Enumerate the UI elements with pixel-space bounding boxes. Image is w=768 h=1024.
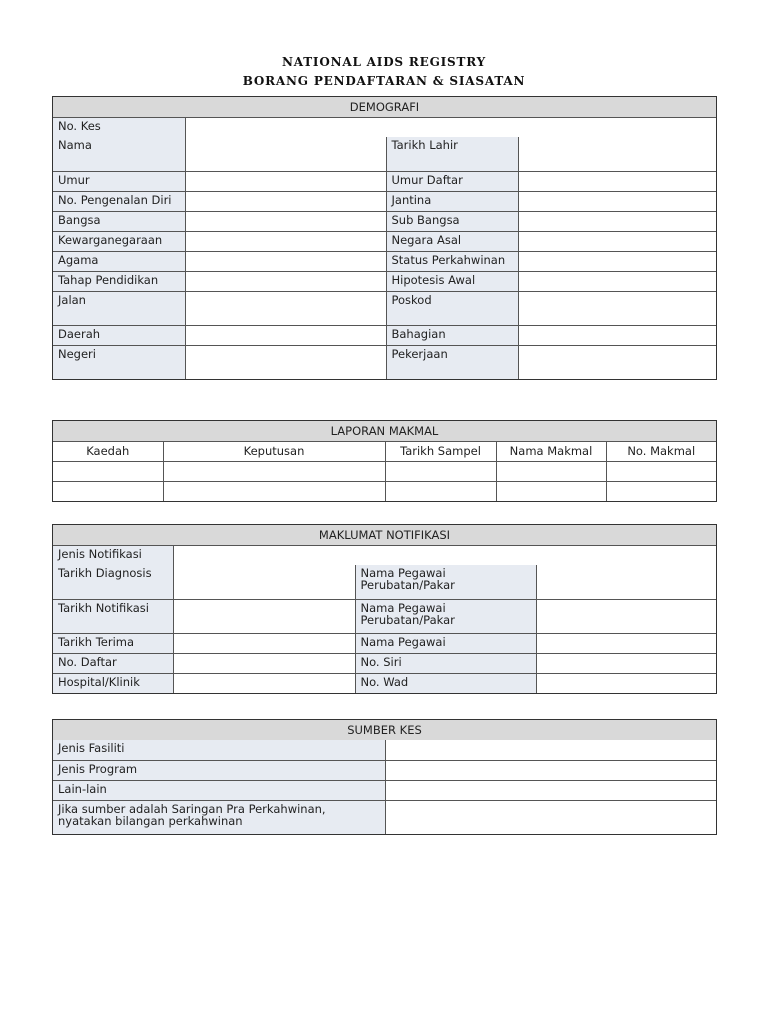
label-bangsa: Bangsa xyxy=(53,211,185,231)
field-agama[interactable] xyxy=(185,251,386,271)
field-nama-pegawai-perubatan-pakar[interactable] xyxy=(536,599,716,633)
column-header-keputusan: Keputusan xyxy=(163,441,385,461)
form-row xyxy=(53,633,716,653)
label-kewarganegaraan: Kewarganegaraan xyxy=(53,231,185,251)
section-maklumat-notifikasi xyxy=(52,524,717,694)
field-no-siri[interactable] xyxy=(536,653,716,673)
section-header-sumber: SUMBER KES xyxy=(53,720,716,740)
section-header-demografi: DEMOGRAFI xyxy=(53,97,716,117)
cell-keputusan[interactable] xyxy=(163,481,385,501)
label-negeri: Negeri xyxy=(53,345,185,379)
label-daerah: Daerah xyxy=(53,325,185,345)
field-poskod[interactable] xyxy=(518,291,716,325)
label-nama: Nama xyxy=(53,137,185,171)
section-sumber-kes xyxy=(52,719,717,835)
form-row xyxy=(53,171,716,191)
label-no-pengenalan-diri: No. Pengenalan Diri xyxy=(53,191,185,211)
section-laporan-makmal xyxy=(52,420,717,502)
form-row xyxy=(53,291,716,325)
field-jantina[interactable] xyxy=(518,191,716,211)
label-status-perkahwinan: Status Perkahwinan xyxy=(386,251,518,271)
field-umur-daftar[interactable] xyxy=(518,171,716,191)
label-nama-pegawai-perubatan-pakar: Nama Pegawai Perubatan/Pakar xyxy=(355,599,536,633)
field-hospital-klinik[interactable] xyxy=(173,673,355,693)
field-jalan[interactable] xyxy=(185,291,386,325)
label-hipotesis-awal: Hipotesis Awal xyxy=(386,271,518,291)
label-no-siri: No. Siri xyxy=(355,653,536,673)
cell-no-makmal[interactable] xyxy=(606,481,716,501)
cell-keputusan[interactable] xyxy=(163,461,385,481)
cell-kaedah[interactable] xyxy=(53,481,163,501)
label-no-kes: No. Kes xyxy=(53,117,185,137)
form-row xyxy=(53,325,716,345)
label-nama-pegawai-perubatan-pakar: Nama Pegawai Perubatan/Pakar xyxy=(355,565,536,599)
form-row xyxy=(53,740,716,760)
cell-tarikh-sampel[interactable] xyxy=(385,481,496,501)
form-row xyxy=(53,800,716,834)
form-row xyxy=(53,211,716,231)
form-row xyxy=(53,191,716,211)
field-tarikh-terima[interactable] xyxy=(173,633,355,653)
field-bangsa[interactable] xyxy=(185,211,386,231)
form-row xyxy=(53,137,716,171)
field-bahagian[interactable] xyxy=(518,325,716,345)
cell-no-makmal[interactable] xyxy=(606,461,716,481)
cell-kaedah[interactable] xyxy=(53,461,163,481)
form-title: NATIONAL AIDS REGISTRY xyxy=(281,55,487,69)
section-header-makmal: LAPORAN MAKMAL xyxy=(53,421,716,441)
field-kewarganegaraan[interactable] xyxy=(185,231,386,251)
label-jenis-notifikasi: Jenis Notifikasi xyxy=(53,545,173,565)
field-no-wad[interactable] xyxy=(536,673,716,693)
label-bahagian: Bahagian xyxy=(386,325,518,345)
field-negeri[interactable] xyxy=(185,345,386,379)
form-row xyxy=(53,565,716,599)
form-row xyxy=(53,231,716,251)
form-row xyxy=(53,271,716,291)
label-sub-bangsa: Sub Bangsa xyxy=(386,211,518,231)
field-tarikh-diagnosis[interactable] xyxy=(173,565,355,599)
cell-nama-makmal[interactable] xyxy=(496,481,606,501)
field-jenis-fasiliti[interactable] xyxy=(385,740,716,760)
column-header-kaedah: Kaedah xyxy=(53,441,163,461)
field-no-kes[interactable] xyxy=(185,117,716,137)
label-tarikh-notifikasi: Tarikh Notifikasi xyxy=(53,599,173,633)
label-jalan: Jalan xyxy=(53,291,185,325)
column-header-no-makmal: No. Makmal xyxy=(606,441,716,461)
field-lain-lain[interactable] xyxy=(385,780,716,800)
section-header-notifikasi: MAKLUMAT NOTIFIKASI xyxy=(53,525,716,545)
label-poskod: Poskod xyxy=(386,291,518,325)
field-hipotesis-awal[interactable] xyxy=(518,271,716,291)
field-jenis-program[interactable] xyxy=(385,760,716,780)
field-tahap-pendidikan[interactable] xyxy=(185,271,386,291)
label-tarikh-diagnosis: Tarikh Diagnosis xyxy=(53,565,173,599)
label-agama: Agama xyxy=(53,251,185,271)
label-jika-sumber-adalah-saringan-pr: Jika sumber adalah Saringan Pra Perkahwinan, nyatakan bilangan perkahwinan xyxy=(53,800,385,834)
label-nama-pegawai: Nama Pegawai xyxy=(355,633,536,653)
field-sub-bangsa[interactable] xyxy=(518,211,716,231)
field-umur[interactable] xyxy=(185,171,386,191)
column-header-tarikh-sampel: Tarikh Sampel xyxy=(385,441,496,461)
cell-nama-makmal[interactable] xyxy=(496,461,606,481)
form-row xyxy=(53,653,716,673)
label-tarikh-terima: Tarikh Terima xyxy=(53,633,173,653)
label-tarikh-lahir: Tarikh Lahir xyxy=(386,137,518,171)
form-row xyxy=(53,673,716,693)
table-row xyxy=(53,481,716,501)
label-lain-lain: Lain-lain xyxy=(53,780,385,800)
field-nama-pegawai[interactable] xyxy=(536,633,716,653)
field-nama[interactable] xyxy=(185,137,386,171)
label-umur-daftar: Umur Daftar xyxy=(386,171,518,191)
label-jantina: Jantina xyxy=(386,191,518,211)
form-row xyxy=(53,760,716,780)
label-pekerjaan: Pekerjaan xyxy=(386,345,518,379)
label-hospital-klinik: Hospital/Klinik xyxy=(53,673,173,693)
label-jenis-program: Jenis Program xyxy=(53,760,385,780)
label-tahap-pendidikan: Tahap Pendidikan xyxy=(53,271,185,291)
label-umur: Umur xyxy=(53,171,185,191)
label-jenis-fasiliti: Jenis Fasiliti xyxy=(53,740,385,760)
field-daerah[interactable] xyxy=(185,325,386,345)
field-tarikh-notifikasi[interactable] xyxy=(173,599,355,633)
form-subtitle: BORANG PENDAFTARAN & SIASATAN xyxy=(242,74,526,88)
label-no-daftar: No. Daftar xyxy=(53,653,173,673)
label-no-wad: No. Wad xyxy=(355,673,536,693)
form-row xyxy=(53,251,716,271)
column-header-nama-makmal: Nama Makmal xyxy=(496,441,606,461)
field-no-pengenalan-diri[interactable] xyxy=(185,191,386,211)
field-jika-sumber-adalah-saringan-pr[interactable] xyxy=(385,800,716,834)
form-row xyxy=(53,780,716,800)
section-demografi xyxy=(52,96,717,380)
field-status-perkahwinan[interactable] xyxy=(518,251,716,271)
field-pekerjaan[interactable] xyxy=(518,345,716,379)
field-negara-asal[interactable] xyxy=(518,231,716,251)
field-tarikh-lahir[interactable] xyxy=(518,137,716,171)
field-nama-pegawai-perubatan-pakar[interactable] xyxy=(536,565,716,599)
field-jenis-notifikasi[interactable] xyxy=(173,545,716,565)
cell-tarikh-sampel[interactable] xyxy=(385,461,496,481)
label-negara-asal: Negara Asal xyxy=(386,231,518,251)
field-no-daftar[interactable] xyxy=(173,653,355,673)
table-row xyxy=(53,461,716,481)
form-row xyxy=(53,599,716,633)
form-row xyxy=(53,345,716,379)
